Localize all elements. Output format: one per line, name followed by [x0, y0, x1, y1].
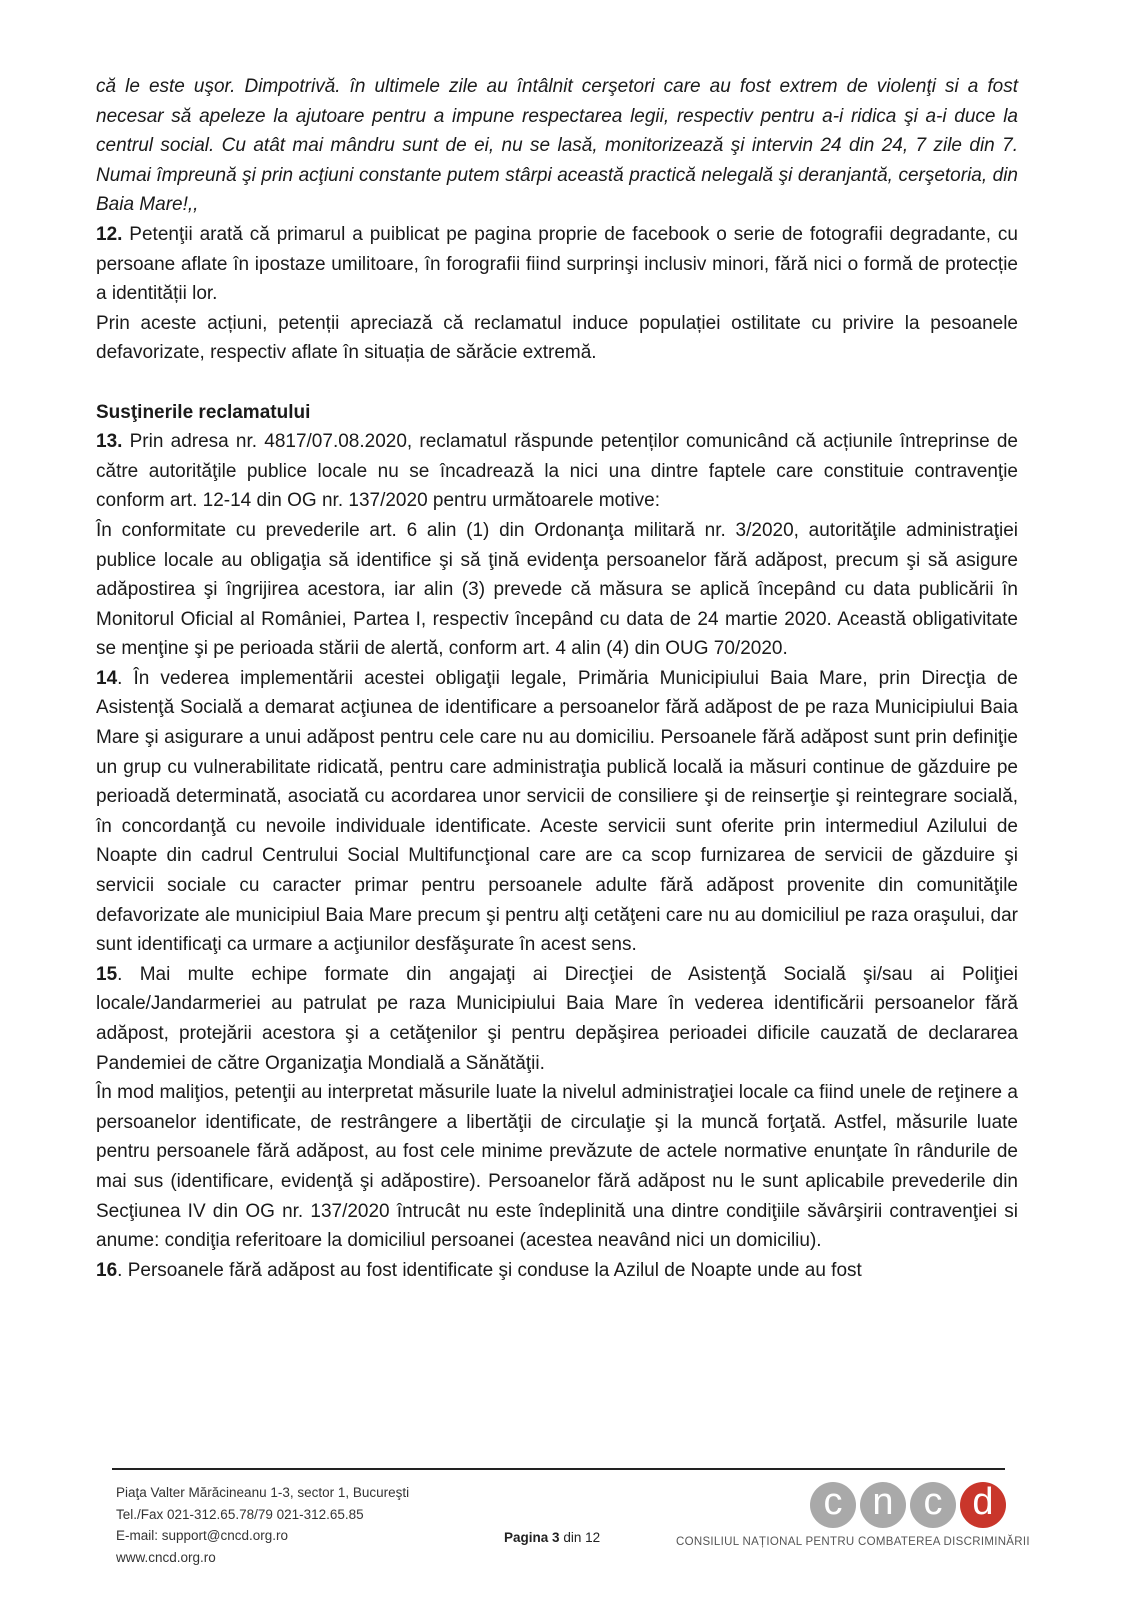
page-separator: din: [563, 1530, 582, 1545]
paragraph-text: . Persoanele fără adăpost au fost identificate şi conduse la Azilul de Noapte unde au fost: [117, 1259, 862, 1281]
footer-divider: [112, 1468, 1005, 1470]
footer-address: Piaţa Valter Mărăcineanu 1-3, sector 1, Bucureşti: [116, 1485, 410, 1500]
paragraph-14: [96, 664, 1018, 960]
paragraph-number: 16: [96, 1259, 118, 1281]
footer-website[interactable]: www.cncd.org.ro: [116, 1549, 216, 1565]
paragraph-number: 14: [96, 667, 118, 689]
logo-letter-c: c: [910, 1482, 956, 1528]
logo-letter-d: d: [960, 1482, 1006, 1528]
page-label: Pagina: [504, 1530, 549, 1545]
page-current: 3: [552, 1530, 560, 1545]
paragraph-12-continuation: Prin aceste acțiuni, petenții apreciază că reclamatul induce populației ostilitate cu privire la pesoanele defavorizate, respectiv aflate în situația de sărăcie extremă.: [96, 312, 1018, 364]
paragraph-number: 12.: [96, 223, 123, 245]
organization-name: CONSILIUL NAȚIONAL PENTRU COMBATEREA DISCRIMINĂRII: [676, 1536, 1030, 1548]
page-total: 12: [585, 1530, 601, 1545]
paragraph-number: 13.: [96, 431, 123, 453]
paragraph-text: . Mai multe echipe formate din angajaţi ai Direcţiei de Asistenţă Socială şi/sau ai Poliţiei locale/Jandarmeriei au patrulat pe raza Municipiului Baia Mare în vederea identificării persoanelor fără adăpost, protejării acestora şi a cetăţenilor şi pentru depăşirea perioadei dificile cauzată de declararea Pandemiei de către Organizaţia Mondială a Sănătăţii.: [96, 963, 1018, 1074]
paragraph-13: [96, 427, 1018, 516]
logo-letter-c: c: [810, 1482, 856, 1528]
page-footer: [112, 1468, 1030, 1588]
paragraph-12: [96, 220, 1018, 309]
footer-email[interactable]: E-mail: support@cncd.org.ro: [116, 1528, 289, 1543]
section-heading: Susţinerile reclamatului: [96, 401, 311, 423]
paragraph-text: . În vederea implementării acestei obligaţii legale, Primăria Municipiului Baia Mare, prin Direcţia de Asistenţă Socială a demarat acţiunea de identificare a persoanelor fără adăpost de pe raza Municipiului Baia Mare şi asigurare a unui adăpost pentru cele care nu au domiciliu. Persoanele fără adăpost sunt prin definiţie un grup cu vulnerabilitate ridicată, pentru care administraţia publică locală ia măsuri continue de găzduire pe perioadă determinată, asociată cu acordarea unor servicii de consiliere şi de reinserţie şi reintegrare socială, în concordanţă cu nevoile individuale identificate. Aceste servicii sunt oferite prin intermediul Azilului de Noapte din cadrul Centrului Social Multifuncţional care are ca scop furnizarea de servicii de găzduire şi servicii sociale cu caracter primar pentru persoanele adulte fără adăpost provenite din comunităţile defavorizate ale municipiul Baia Mare precum şi pentru alţi cetăţeni care nu au domiciliul pe raza oraşului, dar sunt identificaţi ca urmare a acţiunilor desfăşurate în acest sens.: [96, 667, 1018, 956]
paragraph-13-continuation: În conformitate cu prevederile art. 6 alin (1) din Ordonanţa militară nr. 3/2020, autorităţile administraţiei publice locale au obligaţia să identifice şi să ţină evidenţa persoanelor fără adăpost, precum şi să asigure adăpostirea şi îngrijirea acestora, iar alin (3) prevede că măsura se aplică începând cu data publicării în Monitorul Oficial al României, Partea I, respectiv începând cu data de 24 martie 2020. Această obligativitate se menţine şi pe perioada stării de alertă, conform art. 4 alin (4) din OUG 70/2020.: [96, 519, 1018, 660]
paragraph-15-continuation: În mod maliţios, petenţii au interpretat măsurile luate la nivelul administraţiei locale ca fiind unele de reţinere a persoanelor identificate, de restrângere a libertăţii de circulaţie şi la muncă forţată. Astfel, măsurile luate pentru persoanele fără adăpost, au fost cele minime prevăzute de actele normative enunţate în rândurile de mai sus (identificare, evidenţă şi adăpostire). Persoanelor fără adăpost nu le sunt aplicabile prevederile din Secţiunea IV din OG nr. 137/2020 întrucât nu este îndeplinită una dintre condiţiile săvârşirii contravenţiei si anume: condiţia referitoare la domiciliul persoanei (acestea neavând nici un domiciliu).: [96, 1082, 1018, 1252]
contact-block: [116, 1482, 409, 1568]
paragraph-text: Petenţii arată că primarul a puiblicat pe pagina proprie de facebook o serie de fotografii degradante, cu persoane aflate în ipostaze umilitoare, în forografii fiind surprinşi inclusiv minori, fără nici o formă de protecție a identității lor.: [96, 223, 1018, 305]
paragraph-15: [96, 960, 1018, 1078]
document-body: [96, 72, 1018, 1285]
paragraph-number: 15: [96, 963, 118, 985]
paragraph-text: Prin adresa nr. 4817/07.08.2020, reclamatul răspunde petenților comunicând că acțiunile întreprinse de către autorităţile publice locale nu se încadrează la nici una dintre faptele care constituie contravenţie conform art. 12-14 din OG nr. 137/2020 pentru următoarele motive:: [96, 431, 1018, 512]
paragraph-16: [96, 1256, 1018, 1286]
quote-continuation: că le este uşor. Dimpotrivă. în ultimele zile au întâlnit cerşetori care au fost extrem de violenţi si a fost necesar să apeleze la ajutoare pentru a impune respectarea legii, respectiv pentru a-i ridica şi a-i duce la centrul social. Cu atât mai mândru sunt de ei, nu se lasă, monitorizează şi intervin 24 din 24, 7 zile din 7. Numai împreună şi prin acţiuni constante putem stârpi această practică nelegală şi deranjantă, cerşetoria, din Baia Mare!,,: [96, 76, 1018, 216]
cncd-logo: [810, 1482, 1010, 1532]
footer-phone: Tel./Fax 021-312.65.78/79 021-312.65.85: [116, 1506, 364, 1522]
logo-letter-n: n: [860, 1482, 906, 1528]
page-number: [504, 1530, 600, 1545]
